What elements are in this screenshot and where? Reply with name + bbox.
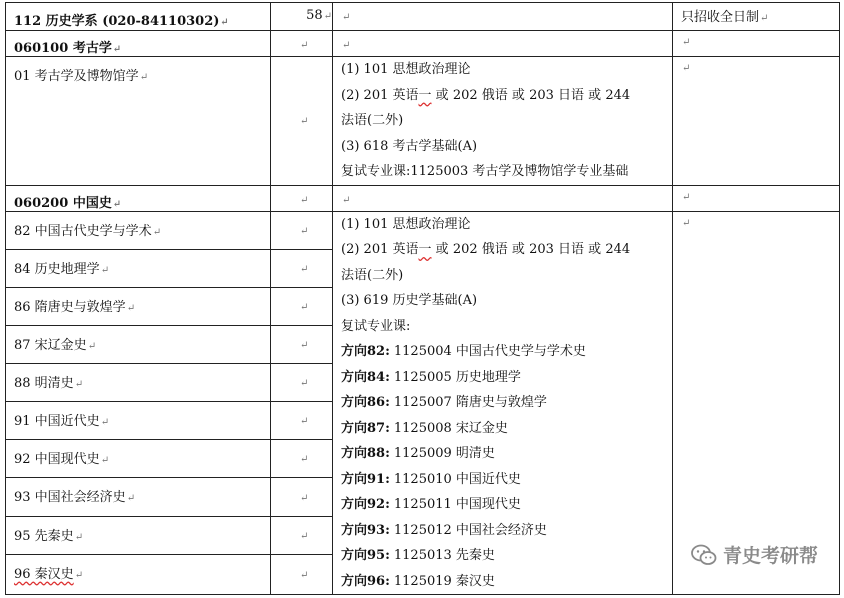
retest-item: [341, 467, 672, 493]
section-code: 060100: [14, 41, 69, 56]
direction-row: 86 隋唐史与敦煌学↵ ↵: [6, 287, 840, 325]
retest-direction: 方向84:: [341, 369, 390, 385]
retest-course: 1125011 中国现代史: [393, 497, 521, 512]
retest-label: 复试专业课:: [341, 318, 411, 334]
dept-cell: 112 历史学系 (020-84110302)↵: [6, 3, 271, 31]
section-name: 考古学: [72, 41, 112, 56]
exam-subjects-cell: (1) 101 思想政治理论 (2) 201 英语一 或 202 俄语 或 203 日语 或 244 法语(二外) (3) 619 历史学基础(A) 复试专业课: 方向82: 1125004 中国古代史学与学术史 方向84: 1125005 历史地理学 方向86: 1125007 隋唐史与敦煌学 方向87: 1125008 宋辽金史 方向88: 1125009 明清史 方向91: 1125010 中国近代史 方向92: 1125011 中国现代史 方向93: 1125012 中国社会经济史 方向95: 1125013 先秦史 方向96: 1125019 秦汉史: [333, 211, 673, 595]
retest-course: 1125005 历史地理学: [393, 369, 521, 385]
exam-line-language: (2) 201 英语一 或 202 俄语 或 203 日语 或 244: [341, 87, 631, 103]
retest-course: 1125019 秦汉史: [393, 573, 495, 589]
retest-direction: 方向93:: [341, 522, 390, 538]
direction-label: 01 考古学及博物馆学: [14, 69, 139, 84]
retest-direction: 方向96:: [341, 573, 390, 589]
dept-phone: (020-84110302): [102, 14, 220, 29]
enroll-note: 只招收全日制: [681, 10, 760, 25]
retest-direction: 方向92:: [341, 497, 390, 512]
direction-item: 82 中国古代史学与学术↵: [6, 211, 271, 249]
direction-row: 82 中国古代史学与学术↵ ↵ (1) 101 思想政治理论 (2) 201 英语一 或 202 俄语 或 203 日语 或 244 法语(二外) (3) 619 历史学基础(A) 复试专业课: 方向82: 1125004 中国古代史学与学术史 方向84: 1125005 历史地理学 方向86: 1125007 隋唐史与敦煌学 方向87: 1125008 宋辽金史 方向88: 1125009 明清史 方向91: 1125010 中国近代史 方向92: 1125011 中国现代史 方向93: 1125012 中国社会经济史 方向95: 1125013 先秦史 方向96: 1125019 秦汉史 ↵: [6, 211, 840, 249]
direction-row: 88 明清史↵ ↵: [6, 364, 840, 402]
retest-course: 1125008 宋辽金史: [393, 420, 508, 436]
exam-subjects-cell: [333, 57, 673, 186]
direction-item: 95 先秦史↵: [6, 516, 271, 554]
retest-line: 复试专业课:1125003 考古学及博物馆学专业基础: [341, 164, 629, 179]
retest-item: [341, 518, 672, 544]
watermark-text: 青史考研帮: [722, 545, 818, 567]
retest-item: [341, 416, 672, 442]
retest-direction: 方向95:: [341, 548, 390, 563]
retest-course: 1125009 明清史: [393, 446, 495, 461]
exam-line: (3) 618 考古学基础(A): [341, 138, 478, 154]
exam-line-language: (2) 201 英语一 或 202 俄语 或 203 日语 或 244: [341, 242, 631, 257]
retest-item: [341, 441, 672, 467]
enrollment-count: 58: [306, 8, 323, 23]
retest-direction: 方向91:: [341, 471, 390, 487]
direction-row: 87 宋辽金史↵ ↵: [6, 325, 840, 363]
exam-line: 法语(二外): [341, 113, 404, 128]
retest-course: 1125010 中国近代史: [393, 471, 521, 487]
dept-code: 112: [14, 14, 42, 29]
retest-item: [341, 339, 672, 365]
direction-item: 91 中国近代史↵: [6, 402, 271, 440]
dept-exam-cell: ↵: [333, 3, 673, 31]
retest-item: [341, 365, 672, 391]
retest-direction: 方向82:: [341, 344, 390, 359]
retest-item: [341, 492, 672, 518]
retest-direction: 方向86:: [341, 395, 390, 410]
retest-course: 1125013 先秦史: [393, 548, 495, 563]
direction-row: 93 中国社会经济史↵ ↵: [6, 478, 840, 516]
direction-block: 01 考古学及博物馆学↵ ↵ (1) 101 思想政治理论 (2) 201 英语一 或 202 俄语 或 203 日语 或 244 法语(二外) (3) 618 考古学基础(A) 复试专业课:1125003 考古学及博物馆学专业基础 ↵: [6, 57, 840, 186]
retest-item: [341, 569, 672, 595]
direction-row: 95 先秦史↵ ↵: [6, 516, 840, 554]
wechat-icon: [691, 544, 717, 566]
retest-item: [341, 543, 672, 569]
retest-direction: 方向88:: [341, 446, 390, 461]
direction-row: 92 中国现代史↵ ↵: [6, 440, 840, 478]
dept-row: [6, 3, 840, 31]
retest-course: 1125004 中国古代史学与学术史: [393, 344, 586, 359]
retest-course: 1125012 中国社会经济史: [393, 522, 547, 538]
direction-row: 91 中国近代史↵ ↵: [6, 402, 840, 440]
direction-item: 88 明清史↵: [6, 364, 271, 402]
admissions-table: [5, 2, 840, 595]
direction-item: 87 宋辽金史↵: [6, 325, 271, 363]
retest-direction: 方向87:: [341, 420, 390, 436]
direction-item: 92 中国现代史↵: [6, 440, 271, 478]
direction-row: 96 秦汉史↵ ↵: [6, 554, 840, 594]
retest-course: 1125007 隋唐史与敦煌学: [393, 395, 547, 410]
retest-item: [341, 390, 672, 416]
section-row: 060100 考古学↵ ↵ ↵ ↵: [6, 31, 840, 57]
watermark: [691, 541, 818, 568]
section-cell: 060200 中国史↵: [6, 185, 271, 211]
dept-note-cell: 只招收全日制↵: [673, 3, 840, 31]
direction-item: 86 隋唐史与敦煌学↵: [6, 287, 271, 325]
direction-row: 84 历史地理学↵ ↵: [6, 249, 840, 287]
retest-list: [341, 339, 672, 594]
section-row: 060200 中国史↵ ↵ ↵ ↵: [6, 185, 840, 211]
dept-name: 历史学系: [45, 14, 98, 29]
direction-item: 96 秦汉史↵: [6, 554, 271, 594]
enrollment-cell: 58↵: [271, 3, 333, 31]
section-code: 060200: [14, 195, 69, 211]
direction-item: 01 考古学及博物馆学↵: [6, 57, 271, 186]
section-name: 中国史: [72, 195, 112, 211]
direction-item: 84 历史地理学↵: [6, 249, 271, 287]
exam-line: (1) 101 思想政治理论: [341, 62, 471, 77]
direction-item: 93 中国社会经济史↵: [6, 478, 271, 516]
section-cell: 060100 考古学↵: [6, 31, 271, 57]
